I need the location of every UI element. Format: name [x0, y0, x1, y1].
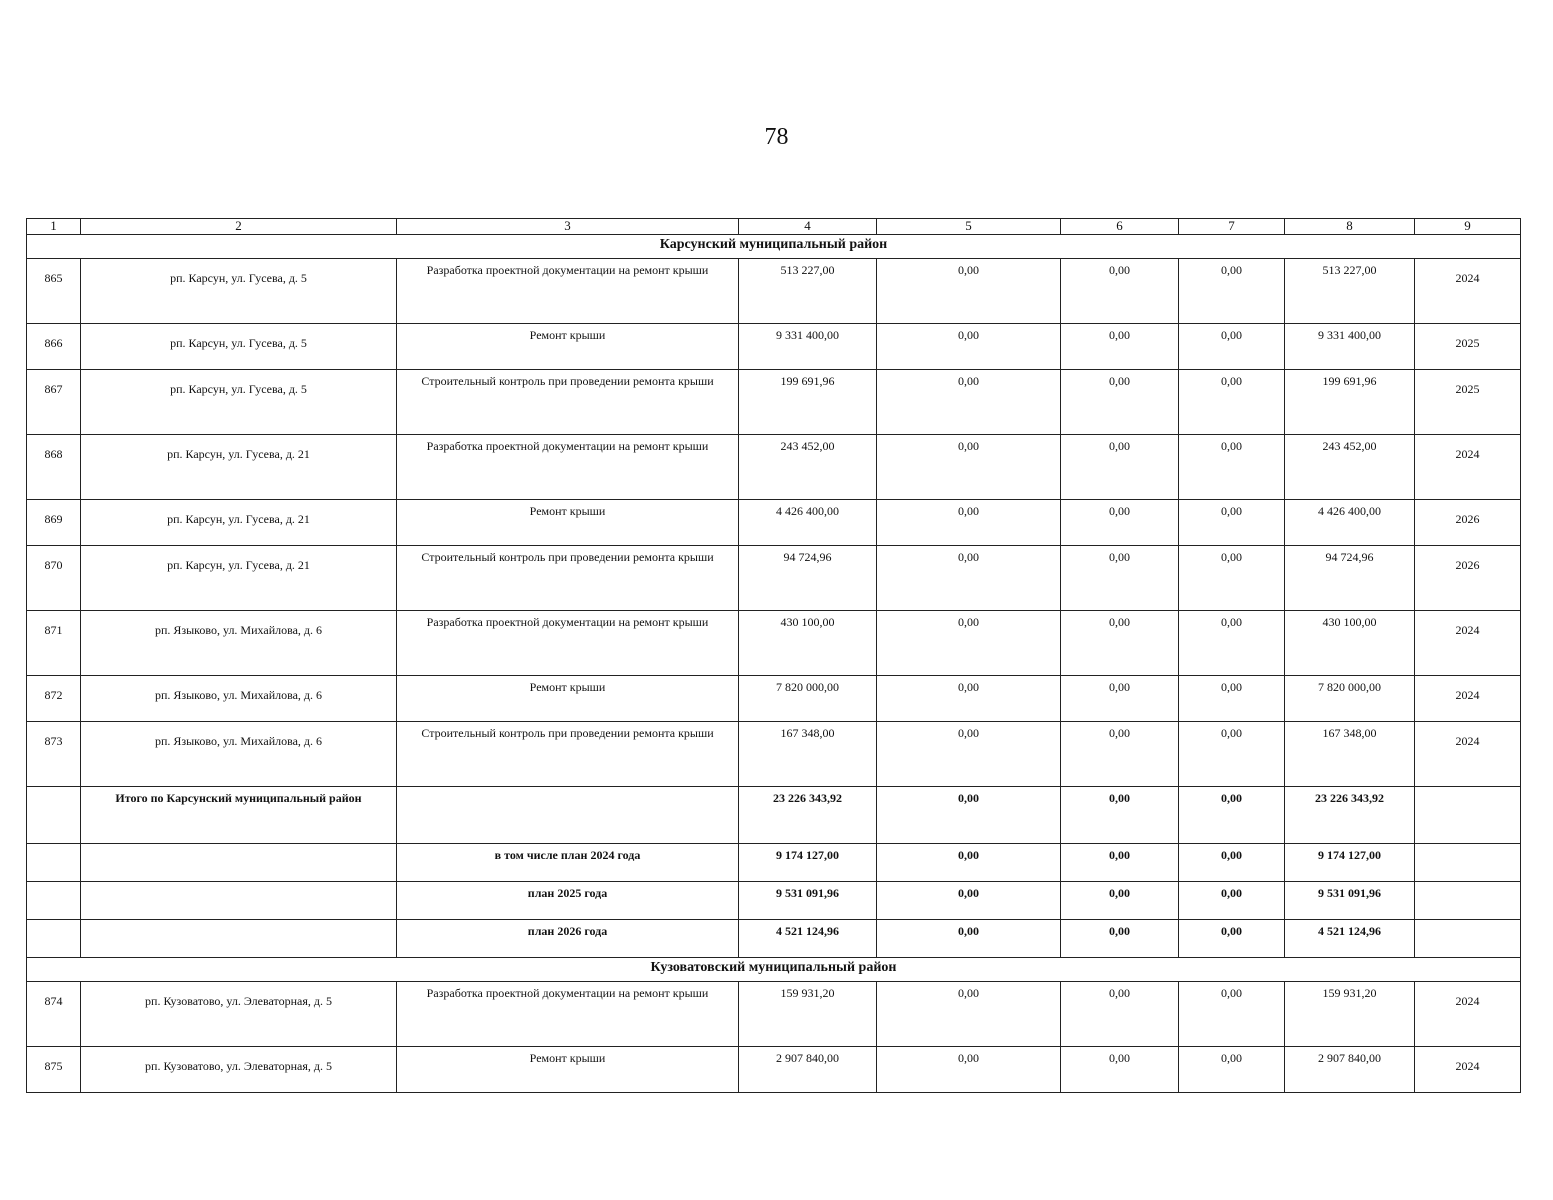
address-cell: рп. Карсун, ул. Гусева, д. 5: [81, 259, 397, 324]
empty-cell: [27, 920, 81, 958]
address-cell: рп. Карсун, ул. Гусева, д. 5: [81, 324, 397, 370]
amount-col8: 94 724,96: [1285, 546, 1415, 611]
district-title: Карсунский муниципальный район: [27, 235, 1521, 259]
amount-col6: 0,00: [1061, 722, 1179, 787]
row-number: 866: [27, 324, 81, 370]
empty-cell: [81, 882, 397, 920]
work-type-cell: Разработка проектной документации на ремонт крыши: [397, 611, 739, 676]
empty-cell: [397, 787, 739, 844]
plan-col5: 0,00: [877, 844, 1061, 882]
plan-year-row: [27, 882, 1521, 920]
amount-col5: 0,00: [877, 1047, 1061, 1093]
year-cell: 2024: [1415, 1047, 1521, 1093]
amount-col7: 0,00: [1179, 676, 1285, 722]
table-row: [27, 722, 1521, 787]
amount-col4: 513 227,00: [739, 259, 877, 324]
work-type-cell: Разработка проектной документации на ремонт крыши: [397, 982, 739, 1047]
row-number: 873: [27, 722, 81, 787]
plan-col7: 0,00: [1179, 844, 1285, 882]
empty-cell: [27, 787, 81, 844]
work-type-cell: Разработка проектной документации на ремонт крыши: [397, 259, 739, 324]
table-row: [27, 435, 1521, 500]
amount-col5: 0,00: [877, 676, 1061, 722]
work-type-cell: Ремонт крыши: [397, 324, 739, 370]
page-number: 78: [764, 124, 789, 150]
row-number: 868: [27, 435, 81, 500]
address-cell: рп. Карсун, ул. Гусева, д. 21: [81, 500, 397, 546]
table-body: [27, 219, 1521, 1093]
amount-col7: 0,00: [1179, 546, 1285, 611]
amount-col8: 4 426 400,00: [1285, 500, 1415, 546]
year-cell: 2024: [1415, 435, 1521, 500]
amount-col8: 9 331 400,00: [1285, 324, 1415, 370]
amount-col4: 199 691,96: [739, 370, 877, 435]
year-cell: 2025: [1415, 324, 1521, 370]
amount-col5: 0,00: [877, 611, 1061, 676]
amount-col5: 0,00: [877, 259, 1061, 324]
amount-col6: 0,00: [1061, 676, 1179, 722]
plan-col7: 0,00: [1179, 920, 1285, 958]
address-cell: рп. Языково, ул. Михайлова, д. 6: [81, 676, 397, 722]
amount-col6: 0,00: [1061, 500, 1179, 546]
amount-col4: 430 100,00: [739, 611, 877, 676]
row-number: 870: [27, 546, 81, 611]
plan-col4: 4 521 124,96: [739, 920, 877, 958]
plan-year-row: [27, 844, 1521, 882]
plan-col6: 0,00: [1061, 920, 1179, 958]
work-type-cell: Строительный контроль при проведении ремонта крыши: [397, 722, 739, 787]
empty-cell: [1415, 844, 1521, 882]
address-cell: рп. Языково, ул. Михайлова, д. 6: [81, 611, 397, 676]
row-number: 875: [27, 1047, 81, 1093]
empty-cell: [1415, 882, 1521, 920]
amount-col6: 0,00: [1061, 546, 1179, 611]
amount-col8: 199 691,96: [1285, 370, 1415, 435]
total-col7: 0,00: [1179, 787, 1285, 844]
plan-col7: 0,00: [1179, 882, 1285, 920]
amount-col7: 0,00: [1179, 324, 1285, 370]
table-row: [27, 370, 1521, 435]
amount-col6: 0,00: [1061, 259, 1179, 324]
year-cell: 2026: [1415, 546, 1521, 611]
amount-col7: 0,00: [1179, 722, 1285, 787]
amount-col8: 167 348,00: [1285, 722, 1415, 787]
address-cell: рп. Кузоватово, ул. Элеваторная, д. 5: [81, 1047, 397, 1093]
table-row: [27, 500, 1521, 546]
amount-col4: 7 820 000,00: [739, 676, 877, 722]
address-cell: рп. Карсун, ул. Гусева, д. 21: [81, 546, 397, 611]
plan-col5: 0,00: [877, 882, 1061, 920]
year-cell: 2024: [1415, 722, 1521, 787]
plan-col8: 9 174 127,00: [1285, 844, 1415, 882]
address-cell: рп. Карсун, ул. Гусева, д. 21: [81, 435, 397, 500]
address-cell: рп. Кузоватово, ул. Элеваторная, д. 5: [81, 982, 397, 1047]
amount-col7: 0,00: [1179, 435, 1285, 500]
amount-col4: 167 348,00: [739, 722, 877, 787]
total-col5: 0,00: [877, 787, 1061, 844]
column-number: 2: [81, 219, 397, 235]
address-cell: рп. Языково, ул. Михайлова, д. 6: [81, 722, 397, 787]
column-number: 8: [1285, 219, 1415, 235]
amount-col6: 0,00: [1061, 611, 1179, 676]
column-number: 1: [27, 219, 81, 235]
amount-col4: 159 931,20: [739, 982, 877, 1047]
table-row: [27, 1047, 1521, 1093]
district-section-header: [27, 958, 1521, 982]
work-type-cell: Ремонт крыши: [397, 500, 739, 546]
amount-col5: 0,00: [877, 324, 1061, 370]
plan-col4: 9 174 127,00: [739, 844, 877, 882]
district-title: Кузоватовский муниципальный район: [27, 958, 1521, 982]
column-number: 7: [1179, 219, 1285, 235]
empty-cell: [1415, 787, 1521, 844]
amount-col7: 0,00: [1179, 1047, 1285, 1093]
column-number: 3: [397, 219, 739, 235]
plan-col6: 0,00: [1061, 844, 1179, 882]
plan-col4: 9 531 091,96: [739, 882, 877, 920]
empty-cell: [81, 844, 397, 882]
year-cell: 2025: [1415, 370, 1521, 435]
plan-label: в том числе план 2024 года: [397, 844, 739, 882]
empty-cell: [27, 844, 81, 882]
year-cell: 2024: [1415, 259, 1521, 324]
plan-col8: 4 521 124,96: [1285, 920, 1415, 958]
amount-col8: 159 931,20: [1285, 982, 1415, 1047]
amount-col5: 0,00: [877, 722, 1061, 787]
amount-col4: 243 452,00: [739, 435, 877, 500]
plan-col6: 0,00: [1061, 882, 1179, 920]
amount-col6: 0,00: [1061, 1047, 1179, 1093]
amount-col4: 9 331 400,00: [739, 324, 877, 370]
plan-year-row: [27, 920, 1521, 958]
plan-label: план 2026 года: [397, 920, 739, 958]
amount-col7: 0,00: [1179, 370, 1285, 435]
empty-cell: [1415, 920, 1521, 958]
amount-col5: 0,00: [877, 370, 1061, 435]
amount-col8: 2 907 840,00: [1285, 1047, 1415, 1093]
plan-label: план 2025 года: [397, 882, 739, 920]
year-cell: 2024: [1415, 676, 1521, 722]
repair-register-table: [26, 218, 1521, 1093]
amount-col8: 7 820 000,00: [1285, 676, 1415, 722]
amount-col4: 94 724,96: [739, 546, 877, 611]
table-row: [27, 611, 1521, 676]
amount-col7: 0,00: [1179, 500, 1285, 546]
work-type-cell: Ремонт крыши: [397, 1047, 739, 1093]
total-label: Итого по Карсунский муниципальный район: [81, 787, 397, 844]
work-type-cell: Строительный контроль при проведении ремонта крыши: [397, 370, 739, 435]
column-number: 6: [1061, 219, 1179, 235]
amount-col8: 243 452,00: [1285, 435, 1415, 500]
column-number: 4: [739, 219, 877, 235]
table-row: [27, 324, 1521, 370]
year-cell: 2026: [1415, 500, 1521, 546]
amount-col7: 0,00: [1179, 982, 1285, 1047]
district-section-header: [27, 235, 1521, 259]
amount-col6: 0,00: [1061, 435, 1179, 500]
amount-col6: 0,00: [1061, 982, 1179, 1047]
address-cell: рп. Карсун, ул. Гусева, д. 5: [81, 370, 397, 435]
amount-col6: 0,00: [1061, 324, 1179, 370]
year-cell: 2024: [1415, 982, 1521, 1047]
amount-col8: 513 227,00: [1285, 259, 1415, 324]
row-number: 867: [27, 370, 81, 435]
row-number: 865: [27, 259, 81, 324]
amount-col4: 2 907 840,00: [739, 1047, 877, 1093]
amount-col6: 0,00: [1061, 370, 1179, 435]
plan-col5: 0,00: [877, 920, 1061, 958]
empty-cell: [27, 882, 81, 920]
column-number: 5: [877, 219, 1061, 235]
table-row: [27, 259, 1521, 324]
district-total-row: [27, 787, 1521, 844]
amount-col5: 0,00: [877, 435, 1061, 500]
table-row: [27, 982, 1521, 1047]
amount-col7: 0,00: [1179, 259, 1285, 324]
table-row: [27, 546, 1521, 611]
work-type-cell: Ремонт крыши: [397, 676, 739, 722]
total-col4: 23 226 343,92: [739, 787, 877, 844]
total-col8: 23 226 343,92: [1285, 787, 1415, 844]
amount-col7: 0,00: [1179, 611, 1285, 676]
total-col6: 0,00: [1061, 787, 1179, 844]
row-number: 871: [27, 611, 81, 676]
amount-col4: 4 426 400,00: [739, 500, 877, 546]
work-type-cell: Разработка проектной документации на ремонт крыши: [397, 435, 739, 500]
amount-col5: 0,00: [877, 500, 1061, 546]
amount-col8: 430 100,00: [1285, 611, 1415, 676]
empty-cell: [81, 920, 397, 958]
amount-col5: 0,00: [877, 546, 1061, 611]
row-number: 872: [27, 676, 81, 722]
row-number: 874: [27, 982, 81, 1047]
plan-col8: 9 531 091,96: [1285, 882, 1415, 920]
column-number-row: [27, 219, 1521, 235]
column-number: 9: [1415, 219, 1521, 235]
table-row: [27, 676, 1521, 722]
year-cell: 2024: [1415, 611, 1521, 676]
amount-col5: 0,00: [877, 982, 1061, 1047]
work-type-cell: Строительный контроль при проведении ремонта крыши: [397, 546, 739, 611]
row-number: 869: [27, 500, 81, 546]
